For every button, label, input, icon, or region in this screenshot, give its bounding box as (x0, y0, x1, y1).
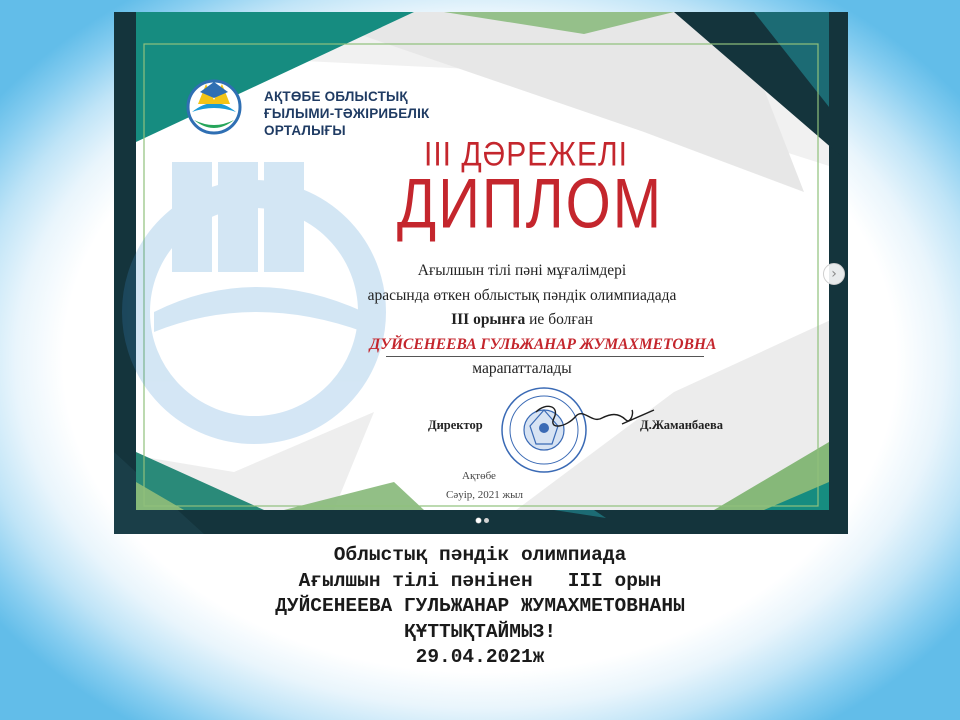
org-line-2: ҒЫЛЫМИ-ТӘЖІРИБЕЛІК (264, 106, 430, 121)
body-line-2: арасында өткен облыстық пәндік олимпиадада (367, 287, 677, 304)
diploma-degree: III ДӘРЕЖЕЛІ (424, 135, 628, 174)
congratulation-caption (0, 543, 960, 671)
carousel-dots (476, 518, 489, 523)
body-line-3 (332, 311, 712, 329)
recipient-name: ДУЙСЕНЕЕВА ГУЛЬЖАНАР ЖУМАХМЕТОВНА (369, 336, 717, 353)
recipient-underline (386, 356, 704, 357)
carousel-dot[interactable] (484, 518, 489, 523)
awarded-text: марапатталады (472, 360, 572, 377)
body-line-1: Ағылшын тілі пәні мұғалімдері (417, 262, 627, 279)
carousel-next-button[interactable] (823, 263, 845, 285)
caption-line-1: Облыстық пәндік олимпиада (333, 544, 627, 566)
issue-date: Сәуір, 2021 жыл (446, 489, 524, 501)
carousel-dot[interactable] (476, 518, 481, 523)
chevron-right-icon: › (831, 266, 837, 282)
city-text: Ақтөбе (462, 470, 496, 482)
caption-line-2: Ағылшын тілі пәнінен III орын (298, 569, 662, 592)
org-line-1: АҚТӨБЕ ОБЛЫСТЫҚ (264, 89, 408, 104)
director-label: Директор (428, 418, 483, 432)
org-logo-icon (188, 81, 240, 133)
place-suffix: ие болған (525, 311, 593, 328)
caption-line-4: ҚҰТТЫҚТАЙМЫЗ! (403, 620, 557, 643)
director-name: Д.Жаманбаева (640, 418, 723, 432)
diploma-title: ДИПЛОМ (396, 163, 664, 244)
organization-name (264, 88, 429, 139)
caption-line-5: 29.04.2021ж (415, 646, 545, 668)
place-text: III орынға (451, 311, 526, 328)
org-line-3: ОРТАЛЫҒЫ (264, 123, 346, 138)
caption-line-3: ДУЙСЕНЕЕВА ГУЛЬЖАНАР ЖУМАХМЕТОВНАНЫ (275, 595, 685, 617)
